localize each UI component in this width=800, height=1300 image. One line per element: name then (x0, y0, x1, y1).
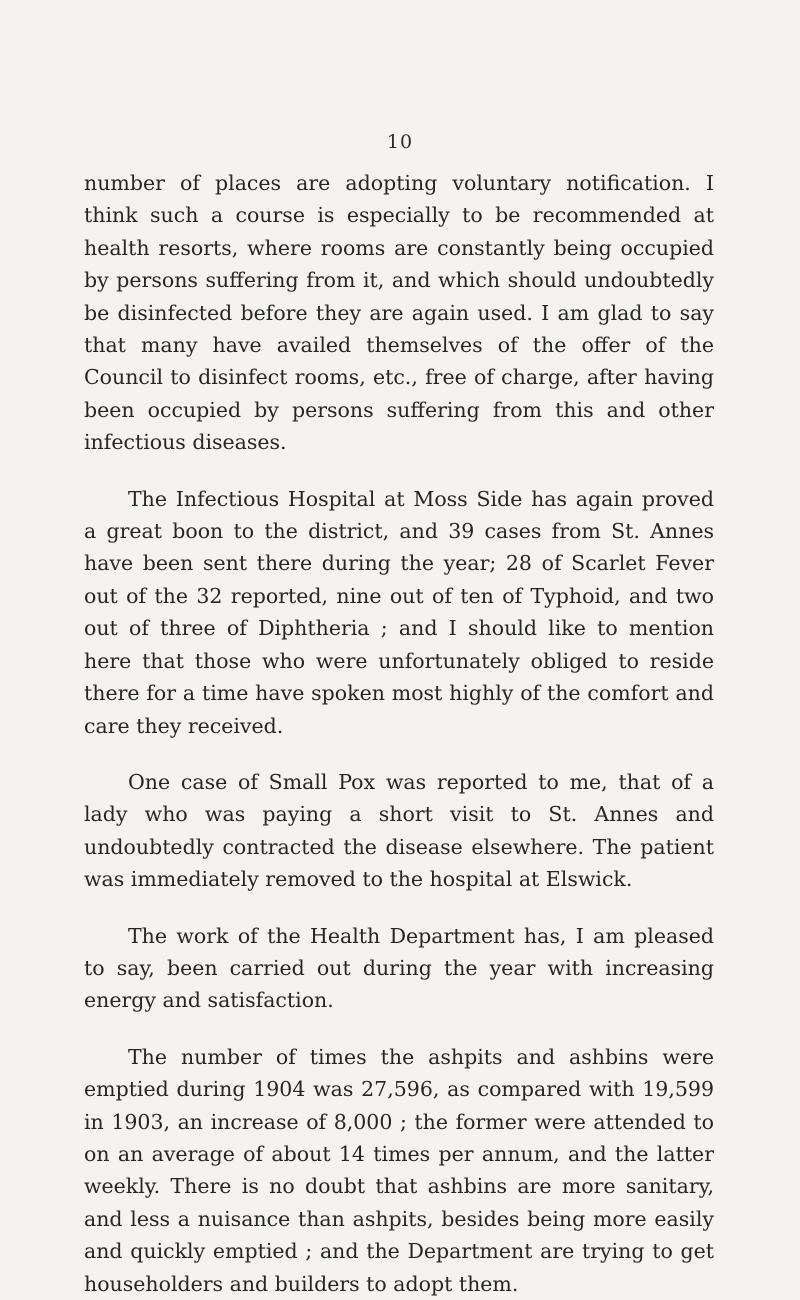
body-text (84, 167, 714, 1300)
paragraph-notification: number of places are adopting voluntary notification. I think such a course is especially to be recommended at health resorts, where rooms are constantly being occupied by persons suffering from it, and which should undoubtedly be disinfected before they are again used. I am glad to say that many have availed themselves of the offer of the Council to disinfect rooms, etc., free of charge, after having been occupied by persons suffering from this and other infectious diseases. (84, 171, 714, 455)
page-number: 10 (386, 131, 414, 153)
paragraph-small-pox: One case of Small Pox was reported to me, that of a lady who was paying a short visit to St. Annes and undoubtedly contracted the disease elsewhere. The patient was immediately removed to the hospital at Elswick. (84, 769, 714, 892)
paragraph-health-department: The work of the Health Department has, I am pleased to say, been carried out during the year with increasing energy and satisfaction. (84, 923, 714, 1013)
paragraph-infectious-hospital: The Infectious Hospital at Moss Side has again proved a great boon to the district, and 39 cases from St. Annes have been sent there during the year; 28 of Scarlet Fever out of the 32 reported, nine out of ten of Typhoid, and two out of three of Diphtheria ; and I should like to mention here that those who were unfortunately obliged to reside there for a time have spoken most highly of the comfort and care they received. (84, 486, 714, 738)
paragraph-ashpits-ashbins: The number of times the ashpits and ashbins were emptied during 1904 was 27,596, as compared with 19,599 in 1903, an increase of 8,000 ; the former were attended to on an average of about 14 times per annum, and the latter weekly. There is no doubt that ashbins are more sanitary, and less a nuisance than ashpits, besides being more easily and quickly emptied ; and the Department are trying to get householders and builders to adopt them. (84, 1044, 714, 1296)
